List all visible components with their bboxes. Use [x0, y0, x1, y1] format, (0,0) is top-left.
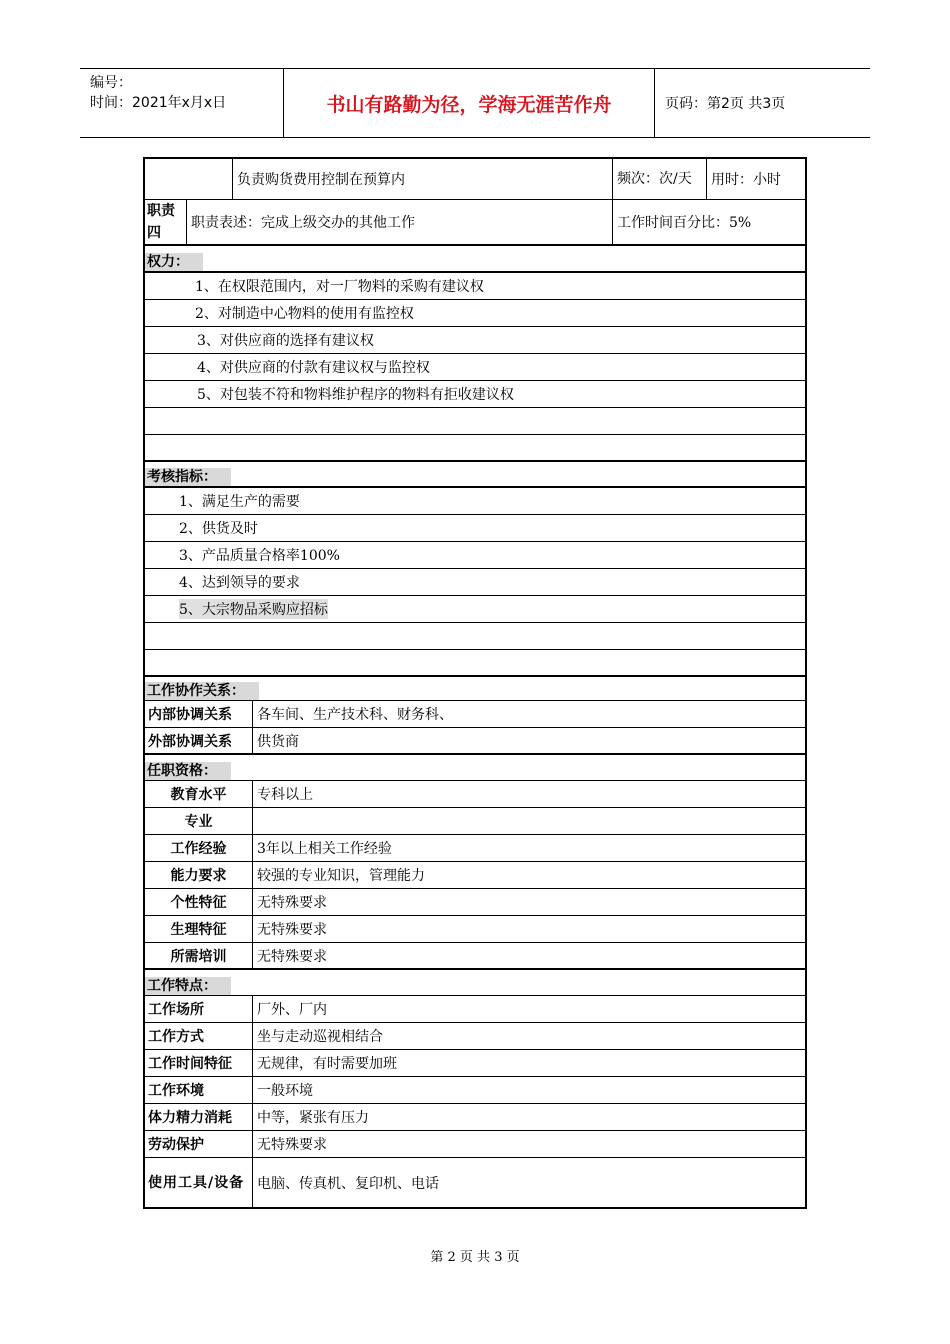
qualification-label: 能力要求: [145, 862, 253, 888]
kpi-section-header: [145, 462, 805, 488]
duty-row-budget: [145, 159, 805, 200]
qualifications-title: 任职资格：: [145, 762, 231, 780]
table-row: [145, 808, 805, 835]
qualification-value: [253, 808, 805, 834]
job-description-table: [143, 157, 807, 1209]
kpi-item: 5、大宗物品采购应招标: [179, 599, 328, 619]
internal-relations-value: 各车间、生产技术科、财务科、: [257, 707, 453, 723]
list-item: [145, 327, 805, 354]
qualification-label: 工作经验: [145, 835, 253, 861]
table-row: [145, 781, 805, 808]
qualification-value: 专科以上: [257, 787, 313, 803]
power-item: 5、对包装不符和物料维护程序的物料有拒收建议权: [197, 387, 514, 403]
power-item: 2、对制造中心物料的使用有监控权: [195, 306, 414, 322]
table-row: [145, 1077, 805, 1104]
qualifications-section-header: [145, 755, 805, 781]
duty-four-description: 职责表述：完成上级交办的其他工作: [187, 200, 613, 244]
feature-label: 劳动保护: [145, 1131, 253, 1157]
feature-label: 使用工具/设备: [145, 1158, 253, 1207]
list-item: [145, 569, 805, 596]
list-item: [145, 354, 805, 381]
feature-value: 一般环境: [257, 1083, 313, 1099]
empty-row: [145, 408, 805, 435]
feature-label: 工作场所: [145, 996, 253, 1022]
table-row: [145, 916, 805, 943]
feature-label: 工作时间特征: [145, 1050, 253, 1076]
header-left: [90, 73, 226, 113]
feature-value: 中等，紧张有压力: [257, 1110, 369, 1126]
features-title: 工作特点：: [145, 977, 231, 995]
relations-title: 工作协作关系：: [145, 682, 259, 700]
feature-value: 坐与走动巡视相结合: [257, 1029, 383, 1045]
page-footer: 第 2 页 共 3 页: [430, 1250, 520, 1265]
internal-relations-label: 内部协调关系: [145, 701, 253, 727]
qualification-label: 个性特征: [145, 889, 253, 915]
table-row: [145, 943, 805, 970]
list-item: [145, 300, 805, 327]
kpi-item-container: [145, 596, 332, 622]
powers-section-header: [145, 246, 805, 273]
list-item: [145, 596, 805, 623]
header-motto: 书山有路勤为径，学海无涯苦作舟: [326, 93, 612, 116]
document-date-label: 时间：2021年x月x日: [90, 95, 227, 111]
empty-row: [145, 650, 805, 677]
feature-label: 工作方式: [145, 1023, 253, 1049]
list-item: [145, 273, 805, 300]
duty-row-four: [145, 200, 805, 246]
empty-row: [145, 435, 805, 462]
external-relations-label: 外部协调关系: [145, 728, 253, 753]
qualification-value: 无特殊要求: [257, 895, 327, 911]
feature-label: 体力精力消耗: [145, 1104, 253, 1130]
qualification-label: 教育水平: [145, 781, 253, 807]
list-item: [145, 488, 805, 515]
table-row: [145, 996, 805, 1023]
table-row: [145, 889, 805, 916]
table-row: [145, 1050, 805, 1077]
external-relations-row: [145, 728, 805, 755]
document-number-label: 编号：: [90, 75, 132, 91]
list-item: [145, 515, 805, 542]
frequency-cell: 频次：次/天: [613, 159, 707, 199]
page-header: [80, 68, 870, 138]
header-page-number: 页码：第2页 共3页: [665, 96, 786, 112]
feature-value: 厂外、厂内: [257, 1002, 327, 1018]
kpi-title: 考核指标：: [145, 468, 231, 486]
feature-value: 无特殊要求: [257, 1137, 327, 1153]
duty-four-label: 职责四: [145, 200, 187, 244]
duty-number-cell: [145, 159, 233, 199]
table-row: [145, 1023, 805, 1050]
power-item: 3、对供应商的选择有建议权: [197, 333, 374, 349]
kpi-item: 2、供货及时: [179, 521, 258, 537]
feature-label: 工作环境: [145, 1077, 253, 1103]
feature-value: 电脑、传真机、复印机、电话: [257, 1175, 439, 1192]
qualification-value: 无特殊要求: [257, 922, 327, 938]
power-item: 4、对供应商的付款有建议权与监控权: [197, 360, 430, 376]
qualification-label: 专业: [145, 808, 253, 834]
time-used-cell: 用时：小时: [711, 172, 781, 188]
qualification-value: 3年以上相关工作经验: [257, 841, 392, 857]
qualification-value: 较强的专业知识，管理能力: [257, 868, 425, 884]
header-divider: [654, 69, 655, 137]
qualification-label: 生理特征: [145, 916, 253, 942]
qualification-label: 所需培训: [145, 943, 253, 968]
kpi-item: 3、产品质量合格率100%: [179, 548, 340, 564]
table-row: [145, 1131, 805, 1158]
qualification-value: 无特殊要求: [257, 948, 327, 965]
external-relations-value: 供货商: [257, 733, 299, 750]
table-row: [145, 835, 805, 862]
feature-value: 无规律，有时需要加班: [257, 1056, 397, 1072]
relations-section-header: [145, 677, 805, 701]
list-item: [145, 542, 805, 569]
kpi-item: 4、达到领导的要求: [179, 575, 300, 591]
table-row: [145, 862, 805, 889]
table-row: [145, 1104, 805, 1131]
kpi-item: 1、满足生产的需要: [179, 494, 300, 510]
time-percentage: 工作时间百分比：5%: [617, 215, 752, 231]
list-item: [145, 381, 805, 408]
internal-relations-row: [145, 701, 805, 728]
features-section-header: [145, 970, 805, 996]
empty-row: [145, 623, 805, 650]
powers-title: 权力：: [145, 253, 203, 271]
duty-budget-text: 负责购货费用控制在预算内: [233, 159, 613, 199]
table-row: [145, 1158, 805, 1207]
power-item: 1、在权限范围内，对一厂物料的采购有建议权: [195, 279, 484, 295]
